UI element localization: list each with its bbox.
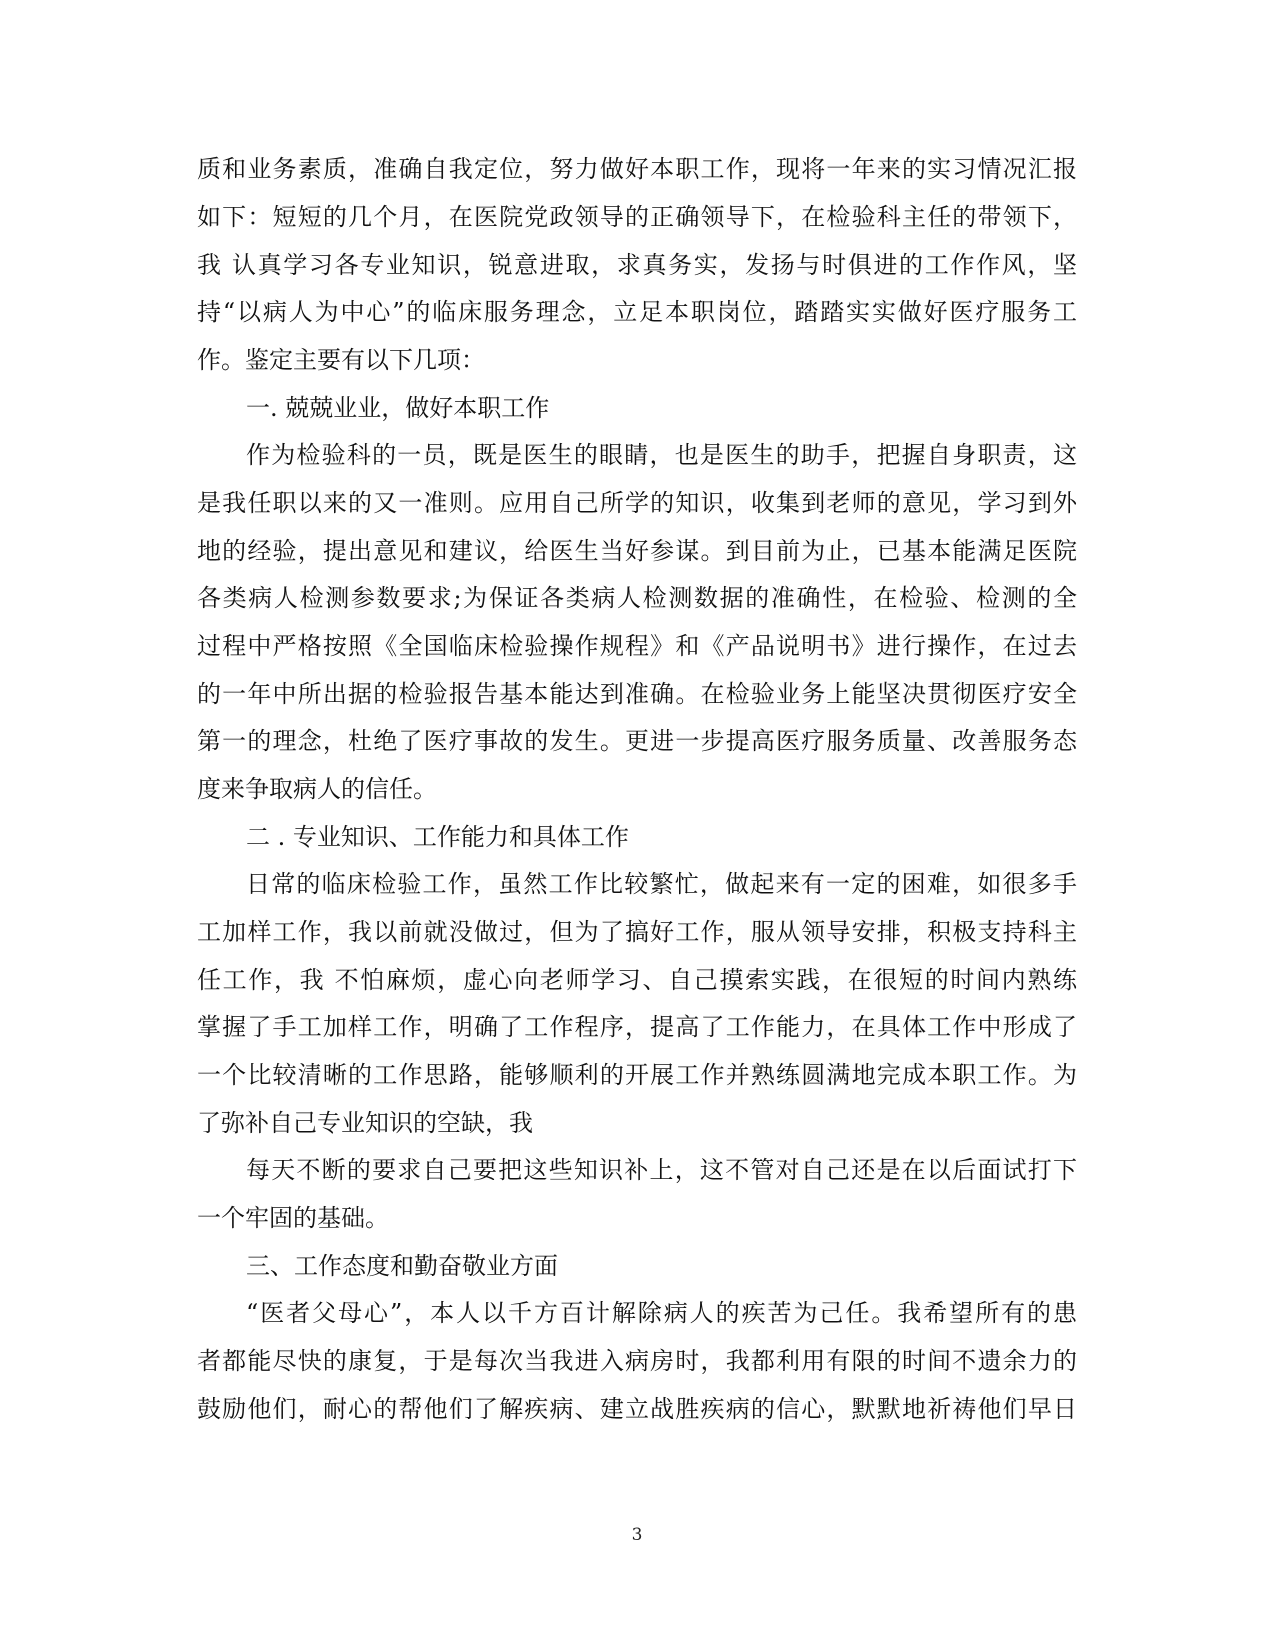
section-heading-1: 一. 兢兢业业，做好本职工作 <box>246 394 550 422</box>
text-line: 各类病人检测参数要求;为保证各类病人检测数据的准确性，在检验、检测的全 <box>197 584 1077 612</box>
text-line: 如下：短短的几个月，在医院党政领导的正确领导下，在检验科主任的带领下， <box>197 203 1077 231</box>
text-line: 者都能尽快的康复，于是每次当我进入病房时，我都利用有限的时间不遗余力的 <box>197 1347 1077 1375</box>
page-number: 3 <box>631 1525 643 1545</box>
text-line: 每天不断的要求自己要把这些知识补上，这不管对自己还是在以后面试打下 <box>246 1156 1077 1184</box>
section-heading-3: 三、工作态度和勤奋敬业方面 <box>246 1252 558 1280</box>
text-line: 是我任职以来的又一准则。应用自己所学的知识，收集到老师的意见，学习到外 <box>197 489 1077 517</box>
text-line: 任工作，我 不怕麻烦，虚心向老师学习、自己摸索实践，在很短的时间内熟练 <box>197 966 1077 994</box>
text-line: 掌握了手工加样工作，明确了工作程序，提高了工作能力，在具体工作中形成了 <box>197 1013 1077 1041</box>
text-line: 一个牢固的基础。 <box>197 1204 389 1232</box>
text-line: 我 认真学习各专业知识，锐意进取，求真务实，发扬与时俱进的工作作风，坚 <box>197 251 1077 279</box>
text-line: 第一的理念，杜绝了医疗事故的发生。更进一步提高医疗服务质量、改善服务态 <box>197 727 1077 755</box>
text-line: 作为检验科的一员，既是医生的眼睛，也是医生的助手，把握自身职责，这 <box>246 441 1077 469</box>
text-line: 质和业务素质，准确自我定位，努力做好本职工作，现将一年来的实习情况汇报 <box>197 155 1077 183</box>
text-line: 工加样工作，我以前就没做过，但为了搞好工作，服从领导安排，积极支持科主 <box>197 918 1077 946</box>
text-line: 过程中严格按照《全国临床检验操作规程》和《产品说明书》进行操作，在过去 <box>197 632 1077 660</box>
text-line: 持“以病人为中心”的临床服务理念，立足本职岗位，踏踏实实做好医疗服务工 <box>197 298 1077 326</box>
text-line: 的一年中所出据的检验报告基本能达到准确。在检验业务上能坚决贯彻医疗安全 <box>197 680 1077 708</box>
text-line: 作。鉴定主要有以下几项： <box>197 346 485 374</box>
text-line: 地的经验，提出意见和建议，给医生当好参谋。到目前为止，已基本能满足医院 <box>197 537 1077 565</box>
text-line: 一个比较清晰的工作思路，能够顺利的开展工作并熟练圆满地完成本职工作。为 <box>197 1061 1077 1089</box>
section-heading-2: 二 . 专业知识、工作能力和具体工作 <box>246 823 629 851</box>
text-line: 了弥补自己专业知识的空缺，我 <box>197 1109 533 1137</box>
text-line: 日常的临床检验工作，虽然工作比较繁忙，做起来有一定的困难，如很多手 <box>246 870 1077 898</box>
text-line: “医者父母心”，本人以千方百计解除病人的疾苦为己任。我希望所有的患 <box>246 1299 1077 1327</box>
text-line: 鼓励他们，耐心的帮他们了解疾病、建立战胜疾病的信心，默默地祈祷他们早日 <box>197 1395 1077 1423</box>
text-line: 度来争取病人的信任。 <box>197 775 437 803</box>
